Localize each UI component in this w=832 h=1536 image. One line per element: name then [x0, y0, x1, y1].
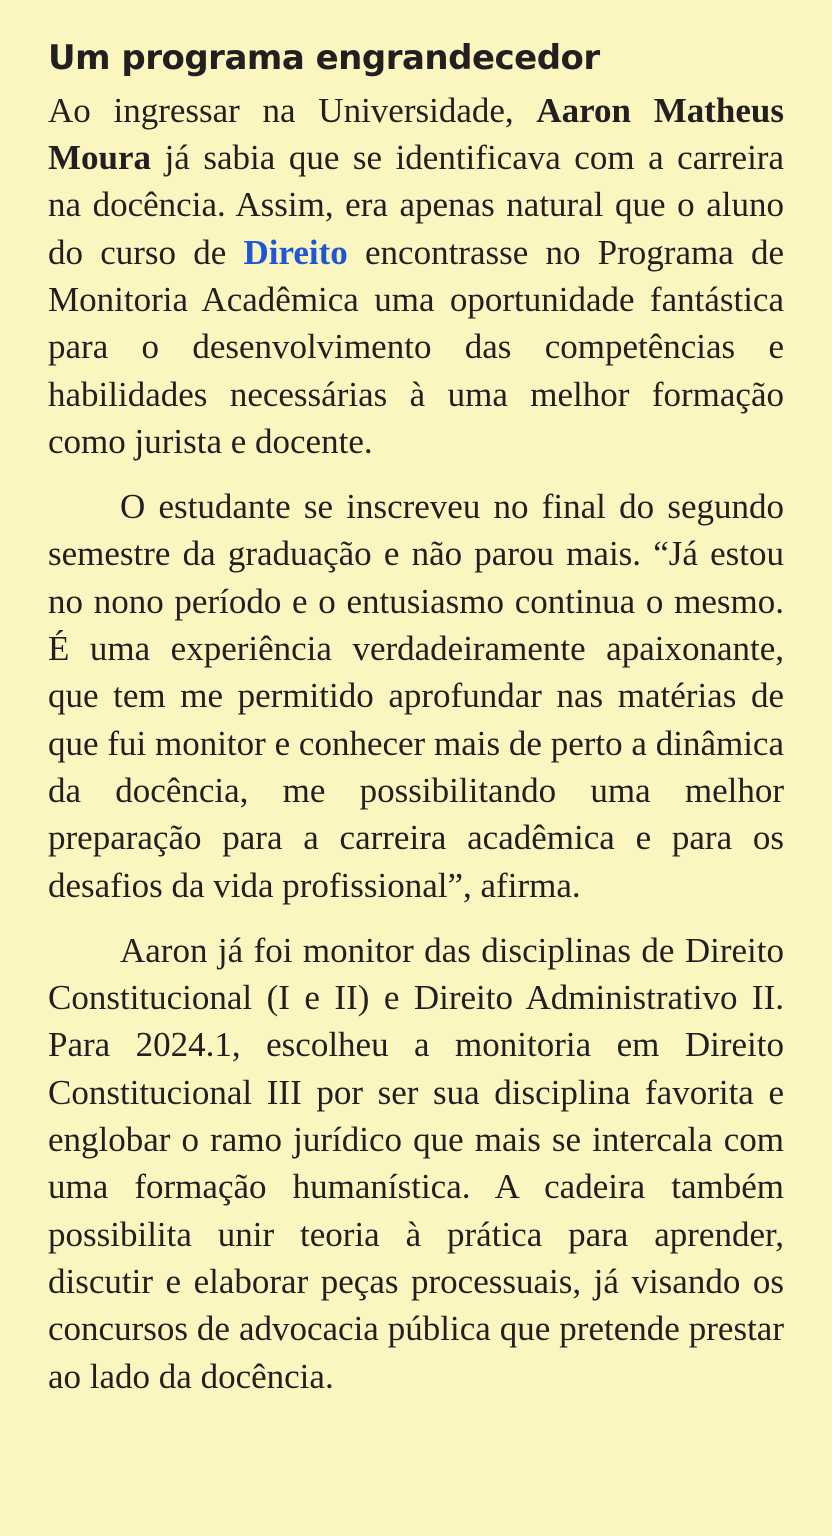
article-title: Um programa engrandecedor — [48, 38, 600, 78]
intro-text-start: Ao ingressar na Universidade, — [48, 90, 537, 130]
paragraph-quote: O estudante se inscreveu no final do segundo semestre da graduação e não parou mais. “Já estou no nono período e o entusiasmo continua o mesmo. É uma experiência verdadeiramente apaixonante, que tem me permitido aprofundar nas matérias de que fui monitor e conhecer mais de perto a dinâmica da docência, me possibilitando uma melhor preparação para a carreira acadêmica e para os desafios da vida profissional”, afirma. — [48, 487, 784, 905]
course-link[interactable]: Direito — [243, 232, 348, 272]
student-name: Aaron Matheus Moura — [48, 90, 785, 178]
intro-text-end: encontrasse no Programa de Monitoria Acadêmica uma oportunidade fantástica para o desenvolvimento das competências e habilidades necessárias à uma melhor formação como jurista e docente. — [48, 232, 784, 461]
paragraph-intro — [48, 87, 784, 465]
intro-text-middle: já sabia que se identificava com a carreira na docência. Assim, era apenas natural que o aluno do curso de — [48, 138, 784, 272]
article — [48, 38, 784, 1400]
paragraph-disciplines: Aaron já foi monitor das disciplinas de Direito Constitucional (I e II) e Direito Administrativo II. Para 2024.1, escolheu a monitoria em Direito Constitucional III por ser sua disciplina favorita e englobar o ramo jurídico que mais se intercala com uma formação humanística. A cadeira também possibilita unir teoria à prática para aprender, discutir e elaborar peças processuais, já visando os concursos de advocacia pública que pretende prestar ao lado da docência. — [48, 930, 784, 1396]
